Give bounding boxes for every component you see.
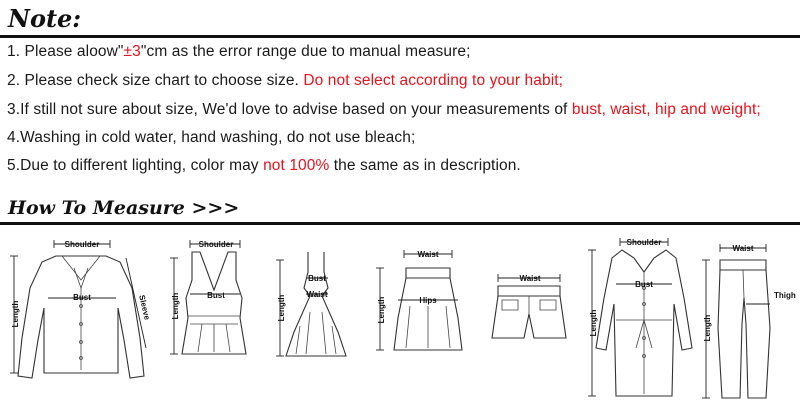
garment-skirt [368,228,468,404]
note-highlight-text: Do not select according to your habit; [303,72,564,89]
label-length: Length [703,314,712,342]
note-text: 5.Due to different lighting, color may [7,157,264,174]
label-waist: Waist [732,244,754,253]
note-highlight-text: not 100% [263,157,330,174]
note-text: the same as in description. [329,157,521,174]
label-shoulder: Shoulder [626,238,662,247]
label-length: Length [277,294,286,322]
how-to-measure-title: How To Measure >>> [8,197,240,219]
garment-diagrams [0,228,800,404]
label-bust: Bust [207,291,225,300]
note-text: 2. Please check size chart to choose size. [7,72,304,89]
garment-tank-top [162,228,266,404]
note-text: 4.Washing in cold water, hand washing, do not use bleach; [7,129,416,146]
label-bust: Bust [308,274,326,283]
label-waist: Waist [417,250,439,259]
note-highlight-text: bust, waist, hip and weight; [571,101,761,118]
label-waist: Waist [306,290,328,299]
note-title: Note: [8,4,82,33]
note-item [7,43,471,61]
note-item [7,101,761,119]
note-text: "cm as the error range due to manual measure; [140,43,471,60]
note-text: 1. Please aloow" [7,43,124,60]
garment-shorts [478,228,582,404]
label-bust: Bust [635,280,653,289]
label-length: Length [11,300,20,328]
label-length: Length [171,292,180,320]
garment-blouse [8,228,156,404]
label-shoulder: Shoulder [198,240,234,249]
label-sleeve: Sleeve [137,294,152,321]
note-divider [0,35,800,38]
label-thigh: Thigh [774,291,796,300]
garment-coat [586,228,696,404]
label-waist: Waist [519,274,541,283]
note-text: 3.If still not sure about size, We'd love to advise based on your measurements of [7,101,572,118]
label-length: Length [377,296,386,324]
note-highlight-text: ±3 [123,43,141,60]
note-item [7,72,563,90]
label-length: Length [589,309,598,337]
label-shoulder: Shoulder [64,240,100,249]
label-bust: Bust [73,293,91,302]
label-hips: Hips [419,296,437,305]
garment-dress [270,228,362,404]
garment-pants [696,228,800,404]
note-item [7,129,415,147]
note-item [7,157,521,175]
how-to-measure-divider [0,222,800,225]
